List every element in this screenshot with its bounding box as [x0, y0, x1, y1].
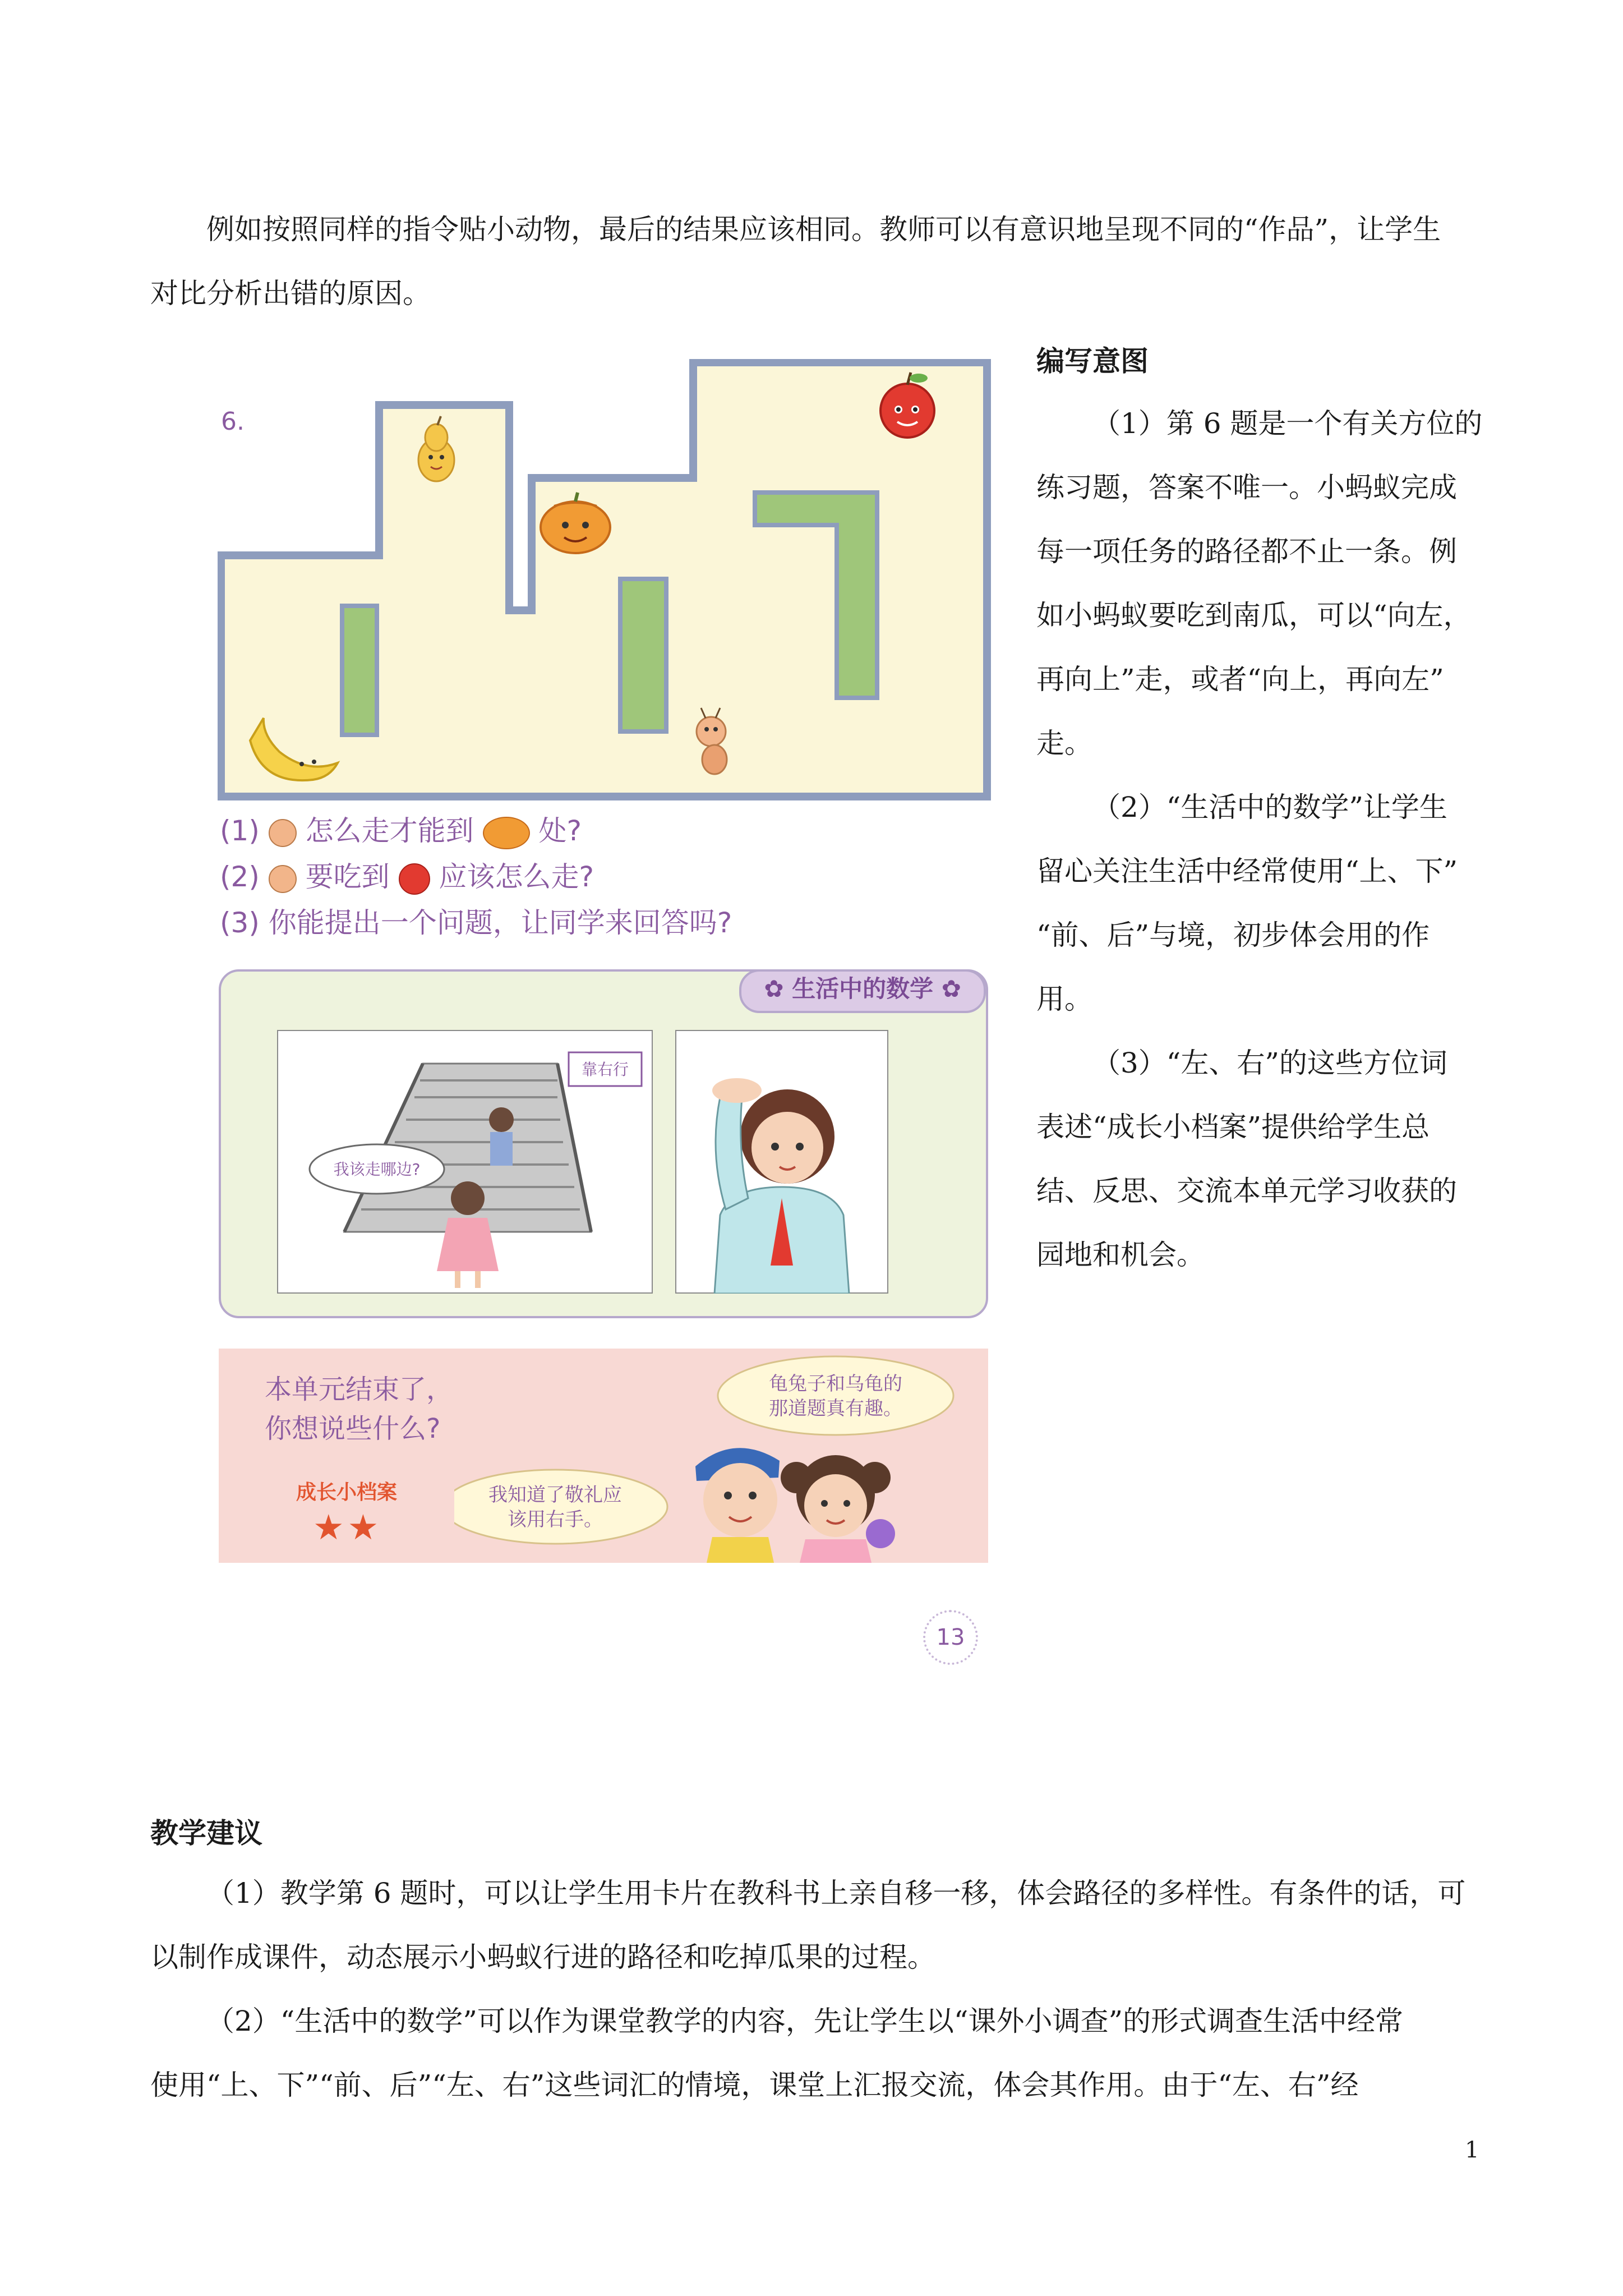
- q1-text-a: 怎么走才能到: [305, 815, 474, 847]
- flower-icon: ✿: [764, 975, 792, 1002]
- side-line-2: 练习题，答案不唯一。小蚂蚁完成: [1036, 471, 1457, 504]
- maze-block-middle: [620, 579, 666, 731]
- q3-number: (3): [220, 907, 260, 939]
- sign-text: 靠右行: [581, 1060, 629, 1079]
- suggestions-heading: 教学建议: [150, 1816, 262, 1849]
- q3-text: 你能提出一个问题，让同学来回答吗?: [268, 907, 732, 939]
- side-line-14: 园地和机会。: [1036, 1239, 1205, 1271]
- q1-text-b: 处?: [538, 815, 582, 847]
- growth-prompt-line-1: 本单元结束了，: [265, 1374, 454, 1405]
- side-line-9: “前、后”与境，初步体会用的作: [1036, 919, 1430, 951]
- archive-title: 成长小档案: [296, 1481, 398, 1504]
- side-line-11: （3）“左、右”的这些方位词: [1092, 1047, 1447, 1079]
- textbook-questions: [220, 808, 994, 946]
- suggestion-line-3: （2）“生活中的数学”可以作为课堂教学的内容，先让学生以“课外小调查”的形式调查生活中经常: [206, 2005, 1404, 2037]
- intro-line-2: 对比分析出错的原因。: [150, 277, 431, 310]
- stairs-picture: [277, 1030, 653, 1294]
- side-line-13: 结、反思、交流本单元学习收获的: [1036, 1175, 1457, 1207]
- flower-icon: ✿: [933, 975, 961, 1002]
- side-line-1: （1）第 6 题是一个有关方位的: [1092, 407, 1483, 440]
- pumpkin-icon: [483, 817, 530, 849]
- question-3: [220, 900, 994, 946]
- side-line-12: 表述“成长小档案”提供给学生总: [1036, 1111, 1430, 1143]
- exercise-number: 6.: [221, 407, 245, 436]
- q1-number: (1): [220, 815, 260, 847]
- q2-text-b: 应该怎么走?: [439, 861, 594, 893]
- intro-paragraph: [150, 197, 1441, 325]
- side-paragraphs: [1036, 392, 1482, 1287]
- suggestions-paragraphs: [150, 1861, 1465, 2117]
- q2-text-a: 要吃到: [305, 861, 390, 893]
- growth-illustration: [454, 1349, 988, 1563]
- ant-icon: [269, 819, 297, 847]
- sign: [569, 1052, 642, 1086]
- boy-figure: [489, 1107, 514, 1166]
- book-page-number: 13: [936, 1625, 965, 1650]
- bubble-2-line-1: 我知道了敬礼应: [488, 1484, 622, 1506]
- life-math-title: [739, 969, 986, 1013]
- side-line-7: （2）“生活中的数学”让学生: [1092, 791, 1447, 823]
- question-2: [220, 854, 994, 900]
- girl-figure: [781, 1455, 895, 1563]
- maze-figure: [218, 359, 993, 803]
- suggestion-line-4: 使用“上、下”“前、后”“左、右”这些词汇的情境，课堂上汇报交流，体会其作用。由于“左、右”经: [150, 2069, 1359, 2101]
- bubble-1-line-2: 那道题真有趣。: [769, 1397, 902, 1420]
- intro-line-1: 例如按照同样的指令贴小动物，最后的结果应该相同。教师可以有意识地呈现不同的“作品”，让学生: [206, 213, 1441, 246]
- side-line-10: 用。: [1036, 983, 1092, 1015]
- ant-icon: [269, 865, 297, 893]
- maze-block-left: [342, 606, 377, 735]
- bubble-2-line-2: 该用右手。: [508, 1508, 603, 1531]
- life-math-title-text: 生活中的数学: [792, 975, 934, 1002]
- side-line-6: 走。: [1036, 727, 1092, 760]
- growth-prompt-line-2: 你想说些什么?: [265, 1413, 441, 1444]
- growth-prompt: [265, 1370, 453, 1448]
- boy-figure: [695, 1448, 780, 1563]
- suggestion-line-1: （1）教学第 6 题时，可以让学生用卡片在教科书上亲自移一移，体会路径的多样性。有条件的话，可: [206, 1877, 1466, 1910]
- q2-number: (2): [220, 861, 260, 893]
- suggestion-line-2: 以制作成课件，动态展示小蚂蚁行进的路径和吃掉瓜果的过程。: [150, 1941, 935, 1973]
- side-line-5: 再向上”走，或者“向上，再向左”: [1036, 663, 1444, 696]
- side-line-3: 每一项任务的路径都不止一条。例: [1036, 535, 1457, 568]
- speech-bubble-text: 我该走哪边?: [333, 1160, 421, 1179]
- page-number: 1: [1465, 2137, 1479, 2163]
- book-page-number-badge: [923, 1610, 978, 1665]
- salute-picture: [675, 1030, 888, 1294]
- bubble-1-line-1: 龟兔子和乌龟的: [769, 1373, 902, 1395]
- side-line-4: 如小蚂蚁要吃到南瓜，可以“向左，: [1036, 599, 1472, 632]
- side-heading: 编写意图: [1036, 344, 1149, 378]
- apple-icon: [399, 863, 430, 895]
- life-math-panel: [219, 969, 988, 1318]
- star-icon: ★★: [313, 1507, 382, 1548]
- question-1: [220, 808, 994, 854]
- growth-panel: [219, 1349, 988, 1563]
- side-line-8: 留心关注生活中经常使用“上、下”: [1036, 855, 1458, 887]
